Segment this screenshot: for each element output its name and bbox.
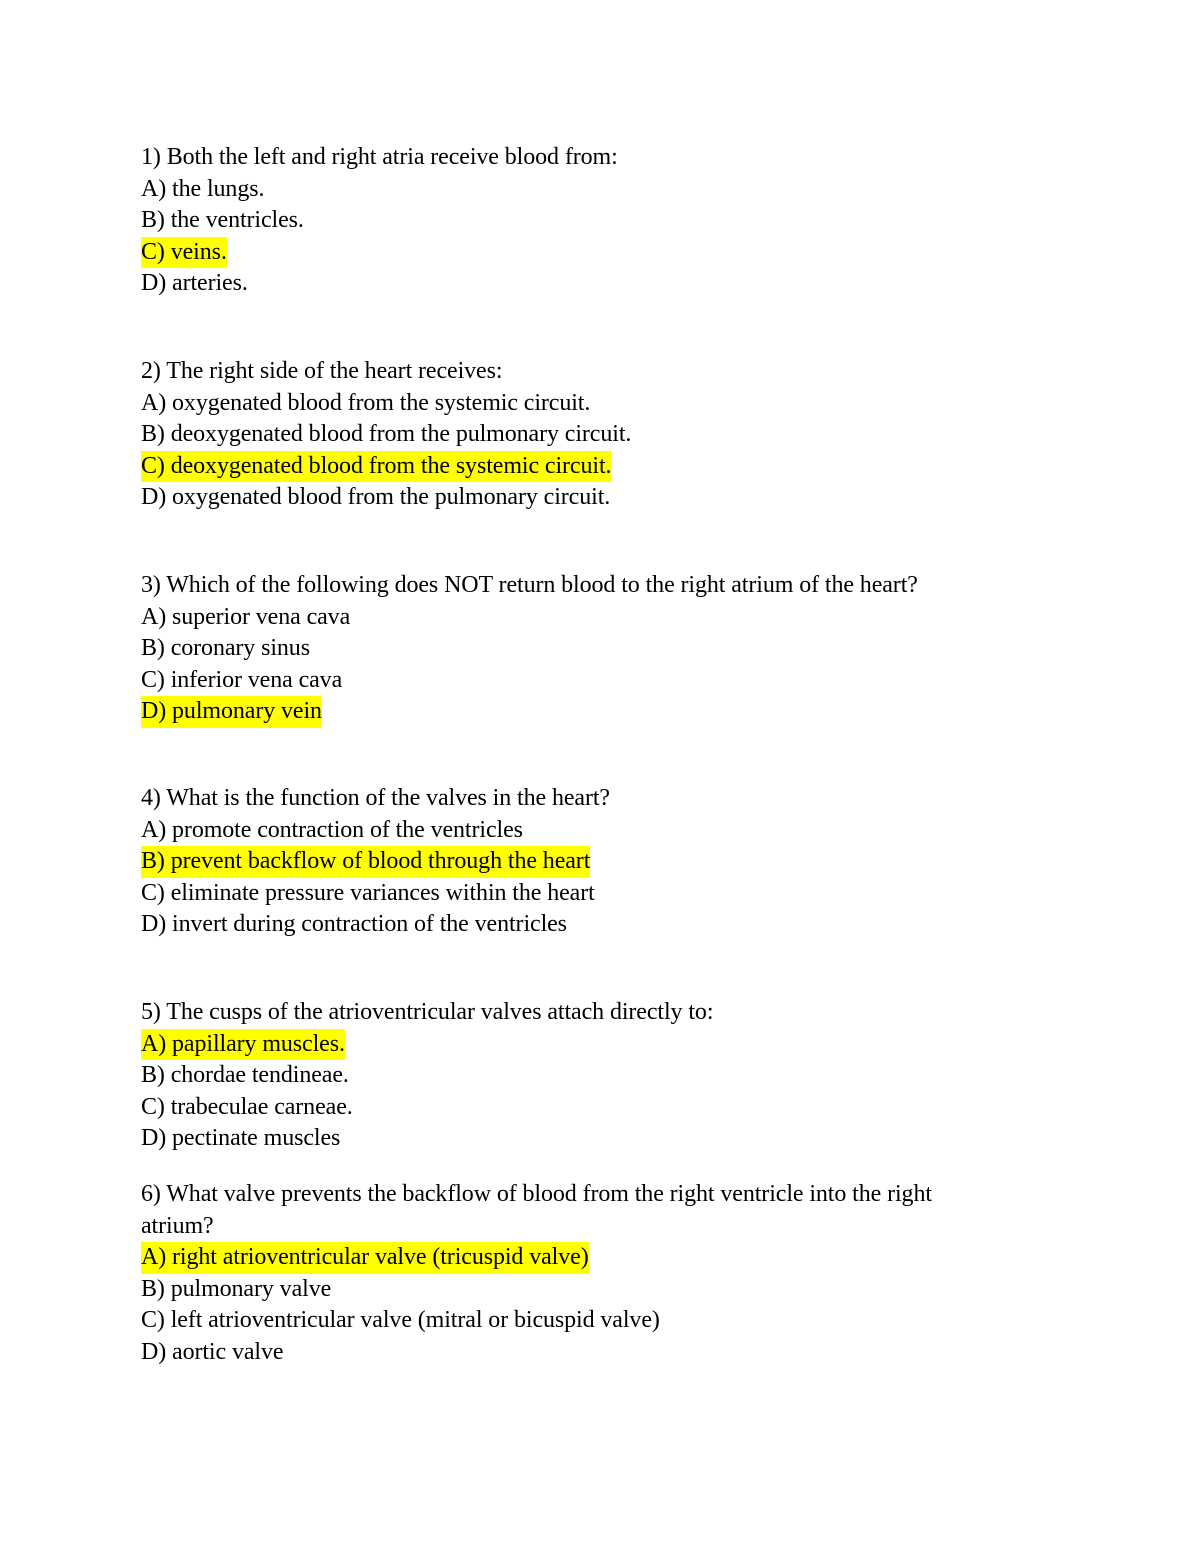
option-c: C) eliminate pressure variances within the heart	[141, 879, 595, 906]
option-a: A) promote contraction of the ventricles	[141, 816, 523, 843]
question-stem-line-1: 6) What valve prevents the backflow of blood from the right ventricle into the right	[141, 1181, 932, 1207]
highlighted-answer: C) deoxygenated blood from the systemic circuit.	[141, 451, 611, 483]
option-a: A) superior vena cava	[141, 603, 351, 630]
question-stem: 3) Which of the following does NOT return blood to the right atrium of the heart?	[141, 572, 918, 598]
option-a-highlighted	[141, 1029, 1071, 1061]
option-c: C) inferior vena cava	[141, 666, 343, 693]
question-4	[141, 783, 1071, 941]
question-5	[141, 997, 1071, 1155]
question-stem: 1) Both the left and right atria receive blood from:	[141, 144, 618, 170]
option-c: C) left atrioventricular valve (mitral or bicuspid valve)	[141, 1307, 660, 1334]
option-b: B) deoxygenated blood from the pulmonary circuit.	[141, 421, 632, 448]
highlighted-answer: D) pulmonary vein	[141, 696, 322, 728]
question-2	[141, 356, 1071, 514]
option-d: D) pectinate muscles	[141, 1125, 341, 1152]
highlighted-answer: C) veins.	[141, 237, 227, 269]
question-6	[141, 1179, 1071, 1369]
option-b-highlighted	[141, 846, 1071, 878]
option-d-highlighted	[141, 696, 1071, 728]
option-b: B) chordae tendineae.	[141, 1062, 349, 1089]
highlighted-answer: A) papillary muscles.	[141, 1029, 345, 1061]
option-b: B) the ventricles.	[141, 207, 304, 234]
question-stem: 5) The cusps of the atrioventricular valves attach directly to:	[141, 999, 714, 1025]
option-d: D) invert during contraction of the ventricles	[141, 911, 567, 938]
highlighted-answer: B) prevent backflow of blood through the heart	[141, 846, 590, 878]
question-stem: 4) What is the function of the valves in the heart?	[141, 785, 610, 811]
question-stem: 2) The right side of the heart receives:	[141, 358, 503, 384]
option-d: D) oxygenated blood from the pulmonary circuit.	[141, 484, 611, 511]
option-a-highlighted	[141, 1242, 1071, 1274]
option-a: A) oxygenated blood from the systemic circuit.	[141, 389, 591, 416]
question-stem-line-2: atrium?	[141, 1212, 214, 1239]
option-c: C) trabeculae carneae.	[141, 1093, 353, 1120]
highlighted-answer: A) right atrioventricular valve (tricuspid valve)	[141, 1242, 589, 1274]
option-d: D) arteries.	[141, 270, 248, 297]
question-3	[141, 570, 1071, 728]
option-c-highlighted	[141, 451, 1071, 483]
option-b: B) pulmonary valve	[141, 1275, 332, 1302]
option-b: B) coronary sinus	[141, 635, 310, 662]
option-a: A) the lungs.	[141, 175, 265, 202]
option-c-highlighted	[141, 237, 1071, 269]
question-1	[141, 142, 1071, 300]
option-d: D) aortic valve	[141, 1338, 284, 1365]
